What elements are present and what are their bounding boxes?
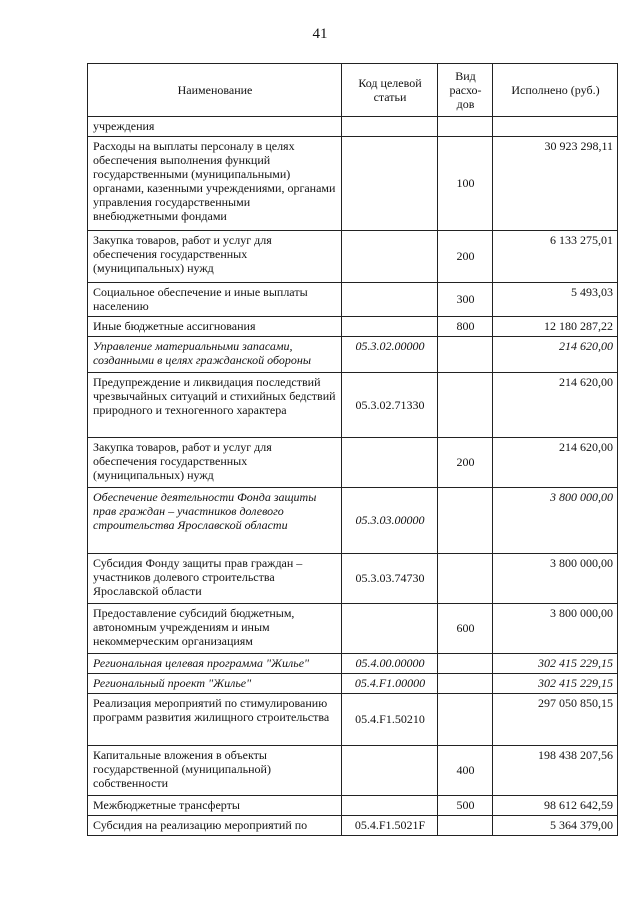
row-kind-cell [438, 117, 493, 137]
table-row [88, 317, 618, 337]
row-sum-cell: 30 923 298,11 [493, 137, 618, 231]
header-code: Код целевой статьи [342, 64, 438, 117]
row-sum-cell: 302 415 229,15 [493, 654, 618, 674]
row-name-cell: Расходы на выплаты персоналу в целях обеспечения выполнения функций государственными (муниципальными) органами, казенными учреждениями, органами управления государственными внебюджетными фондами [88, 137, 342, 231]
row-sum-cell: 297 050 850,15 [493, 694, 618, 746]
row-code-cell [342, 604, 438, 654]
table-row [88, 694, 618, 746]
row-kind-cell: 100 [438, 137, 493, 231]
row-name-cell: Социальное обеспечение и иные выплаты населению [88, 283, 342, 317]
header-sum: Исполнено (руб.) [493, 64, 618, 117]
row-kind-cell [438, 694, 493, 746]
table-row [88, 654, 618, 674]
row-sum-cell: 98 612 642,59 [493, 796, 618, 816]
row-kind-cell: 300 [438, 283, 493, 317]
row-sum-cell: 3 800 000,00 [493, 604, 618, 654]
row-code-cell: 05.3.02.71330 [342, 373, 438, 438]
row-name-cell: Управление материальными запасами, созданными в целях гражданской обороны [88, 337, 342, 373]
row-code-cell [342, 231, 438, 283]
row-kind-cell: 200 [438, 231, 493, 283]
row-sum-cell: 5 493,03 [493, 283, 618, 317]
row-code-cell [342, 796, 438, 816]
row-kind-cell: 500 [438, 796, 493, 816]
row-name-cell: Региональная целевая программа "Жилье" [88, 654, 342, 674]
table-row [88, 137, 618, 231]
row-sum-cell: 214 620,00 [493, 337, 618, 373]
page-number: 41 [312, 26, 328, 42]
row-name-cell: Межбюджетные трансферты [88, 796, 342, 816]
row-sum-cell: 12 180 287,22 [493, 317, 618, 337]
row-sum-cell: 5 364 379,00 [493, 816, 618, 836]
row-kind-cell [438, 488, 493, 554]
row-code-cell [342, 283, 438, 317]
row-sum-cell: 214 620,00 [493, 438, 618, 488]
row-sum-cell: 302 415 229,15 [493, 674, 618, 694]
row-kind-cell [438, 816, 493, 836]
table-row [88, 283, 618, 317]
row-sum-cell: 198 438 207,56 [493, 746, 618, 796]
row-code-cell [342, 117, 438, 137]
row-code-cell: 05.4.00.00000 [342, 654, 438, 674]
table-row [88, 438, 618, 488]
row-code-cell [342, 137, 438, 231]
row-code-cell: 05.3.02.00000 [342, 337, 438, 373]
row-name-cell: учреждения [88, 117, 342, 137]
row-kind-cell [438, 554, 493, 604]
table-row [88, 816, 618, 836]
row-name-cell: Субсидия Фонду защиты прав граждан – участников долевого строительства Ярославской области [88, 554, 342, 604]
row-name-cell: Иные бюджетные ассигнования [88, 317, 342, 337]
row-code-cell [342, 438, 438, 488]
row-code-cell: 05.4.F1.5021F [342, 816, 438, 836]
header-name: Наименование [88, 64, 342, 117]
row-name-cell: Региональный проект "Жилье" [88, 674, 342, 694]
row-sum-cell [493, 117, 618, 137]
table-row [88, 373, 618, 438]
row-code-cell [342, 746, 438, 796]
row-sum-cell: 3 800 000,00 [493, 488, 618, 554]
row-kind-cell: 400 [438, 746, 493, 796]
table-row [88, 674, 618, 694]
budget-table [87, 63, 618, 836]
row-name-cell: Закупка товаров, работ и услуг для обеспечения государственных (муниципальных) нужд [88, 438, 342, 488]
table-row [88, 604, 618, 654]
table-row [88, 117, 618, 137]
row-code-cell: 05.3.03.00000 [342, 488, 438, 554]
row-name-cell: Предоставление субсидий бюджетным, автономным учреждениям и иным некоммерческим организациям [88, 604, 342, 654]
row-code-cell: 05.4.F1.50210 [342, 694, 438, 746]
header-kind: Вид расхо-дов [438, 64, 493, 117]
row-sum-cell: 6 133 275,01 [493, 231, 618, 283]
row-kind-cell [438, 654, 493, 674]
row-kind-cell: 800 [438, 317, 493, 337]
row-sum-cell: 3 800 000,00 [493, 554, 618, 604]
row-kind-cell [438, 337, 493, 373]
row-kind-cell [438, 373, 493, 438]
row-name-cell: Субсидия на реализацию мероприятий по [88, 816, 342, 836]
table-row [88, 231, 618, 283]
row-name-cell: Обеспечение деятельности Фонда защиты прав граждан – участников долевого строительства Ярославской области [88, 488, 342, 554]
row-name-cell: Капитальные вложения в объекты государственной (муниципальной) собственности [88, 746, 342, 796]
row-name-cell: Реализация мероприятий по стимулированию программ развития жилищного строительства [88, 694, 342, 746]
row-code-cell: 05.3.03.74730 [342, 554, 438, 604]
row-kind-cell [438, 674, 493, 694]
row-code-cell [342, 317, 438, 337]
table-row [88, 746, 618, 796]
row-kind-cell: 600 [438, 604, 493, 654]
table-row [88, 337, 618, 373]
row-name-cell: Предупреждение и ликвидация последствий чрезвычайных ситуаций и стихийных бедствий природного и техногенного характера [88, 373, 342, 438]
table-row [88, 796, 618, 816]
table-header-row [88, 64, 618, 117]
table-row [88, 554, 618, 604]
row-name-cell: Закупка товаров, работ и услуг для обеспечения государственных (муниципальных) нужд [88, 231, 342, 283]
table-row [88, 488, 618, 554]
row-sum-cell: 214 620,00 [493, 373, 618, 438]
row-code-cell: 05.4.F1.00000 [342, 674, 438, 694]
row-kind-cell: 200 [438, 438, 493, 488]
